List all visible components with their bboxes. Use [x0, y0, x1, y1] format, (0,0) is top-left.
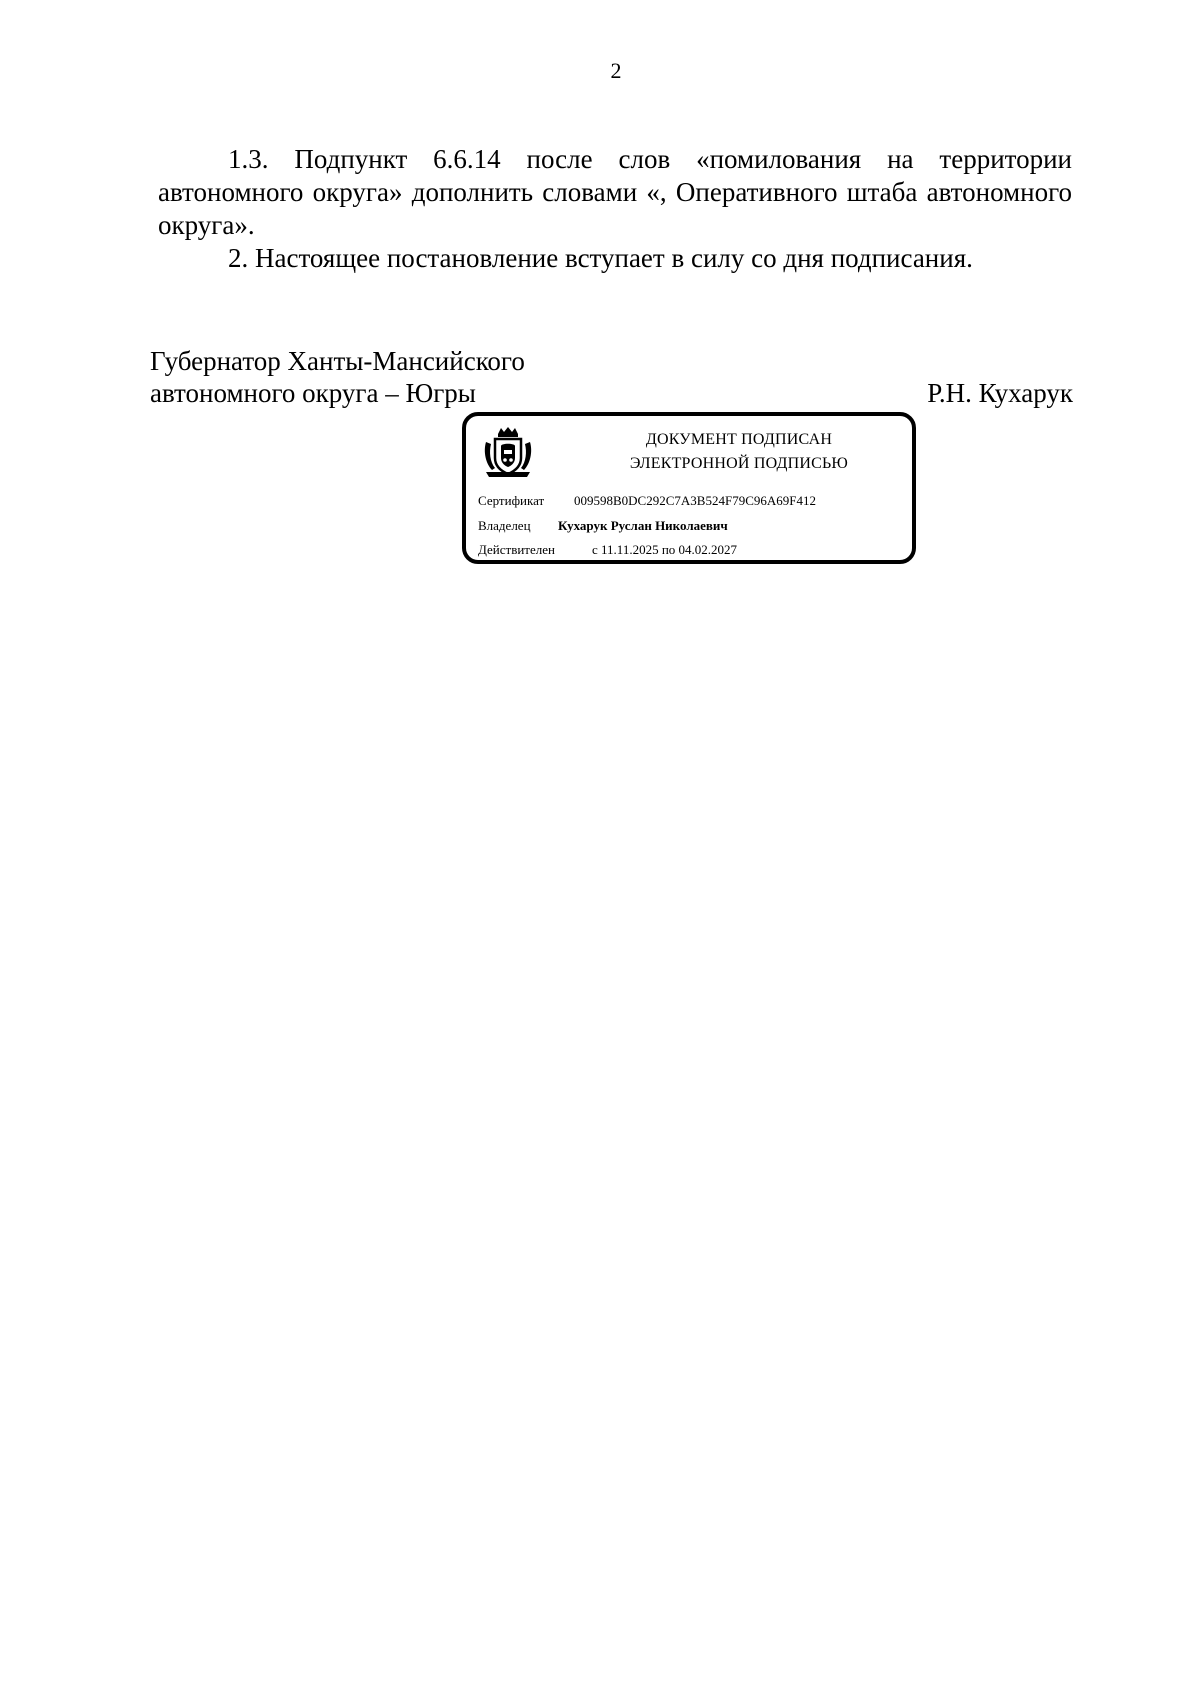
owner-label: Владелец: [478, 518, 531, 533]
document-body: [158, 143, 1072, 275]
electronic-signature-stamp: [462, 412, 916, 564]
signatory-position-line1: Губернатор Ханты-Мансийского: [150, 346, 525, 376]
valid-to-prefix: по: [661, 542, 676, 557]
valid-from-prefix: с: [592, 542, 598, 557]
valid-to-date: 04.02.2027: [678, 542, 738, 557]
stamp-certificate-row: [478, 493, 816, 509]
signatory-name: Р.Н. Кухарук: [927, 378, 1073, 408]
certificate-label: Сертификат: [478, 493, 545, 508]
stamp-title-line1: ДОКУМЕНТ ПОДПИСАН: [645, 431, 833, 448]
page-number: 2: [610, 58, 622, 83]
paragraph-1-3: 1.3. Подпункт 6.6.14 после слов «помилования на территории автономного округа» дополнить словами «, Оперативного штаба автономного округа».: [158, 144, 1072, 240]
valid-label: Действителен: [478, 542, 555, 557]
stamp-owner-row: [478, 518, 728, 534]
signatory-position-line2: автономного округа – Югры: [150, 378, 476, 408]
valid-from-date: 11.11.2025: [601, 542, 659, 557]
signature-line-1: [150, 345, 1073, 377]
stamp-validity-row: [478, 542, 737, 558]
stamp-title: [566, 428, 912, 476]
certificate-value: 009598B0DC292C7A3B524F79C96A69F412: [574, 493, 816, 508]
paragraph-2: 2. Настоящее постановление вступает в силу со дня подписания.: [228, 243, 973, 273]
signature-line-2: [150, 377, 1073, 409]
signature-block: [150, 345, 1073, 409]
coat-of-arms-icon: [480, 424, 536, 480]
owner-value: Кухарук Руслан Николаевич: [558, 518, 728, 533]
stamp-title-line2: ЭЛЕКТРОННОЙ ПОДПИСЬЮ: [629, 455, 849, 472]
